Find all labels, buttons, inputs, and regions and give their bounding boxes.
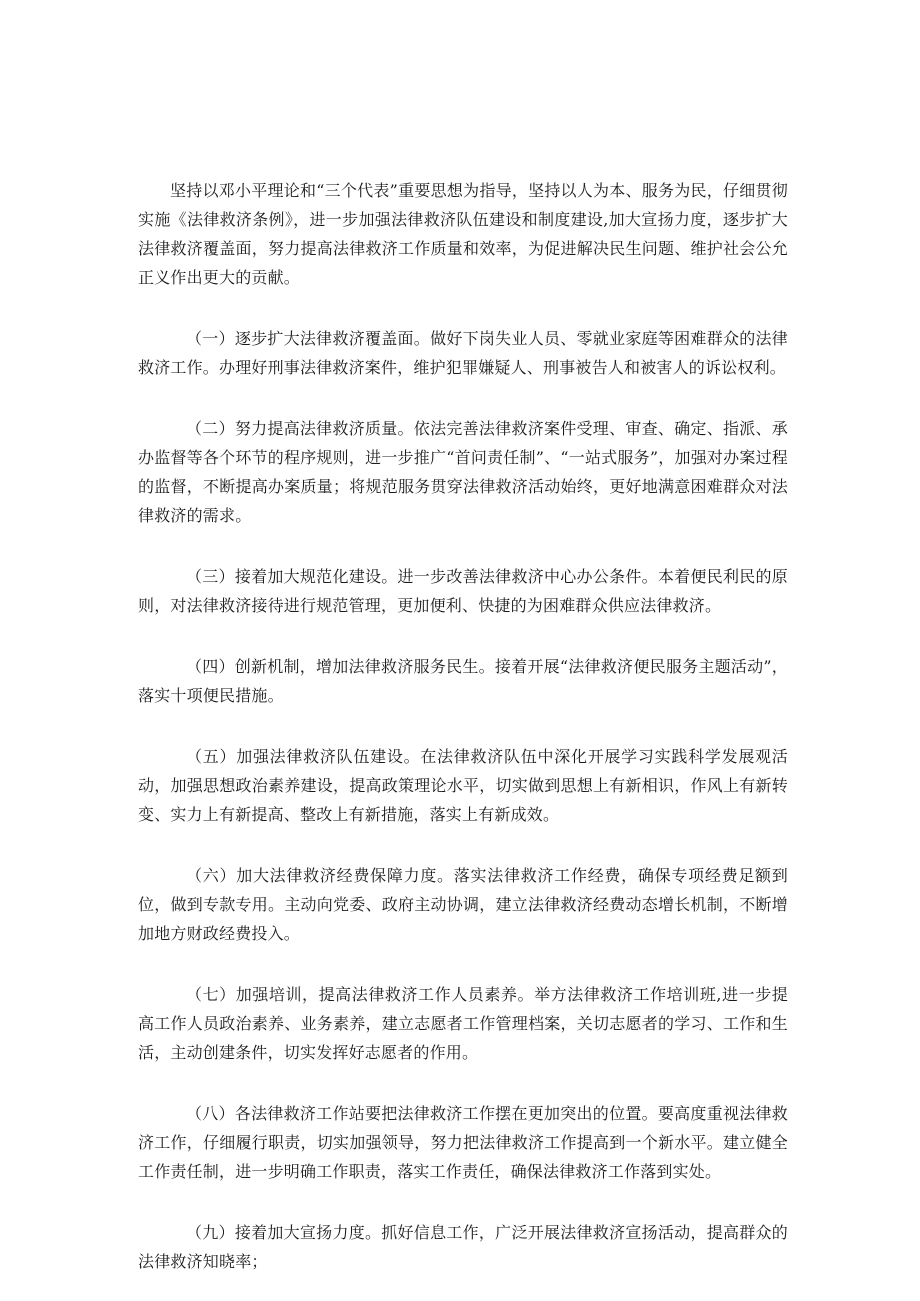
item-paragraph-8: （八）各法律救济工作站要把法律救济工作摆在更加突出的位置。要高度重视法律救济工作，仔细履行职责，切实加强领导，努力把法律救济工作提高到一个新水平。建立健全工作责任制，进一步明确工作职责，落实工作责任，确保法律救济工作落到实处。 [138,1104,788,1181]
item-paragraph-1: （一）逐步扩大法律救济覆盖面。做好下岗失业人员、零就业家庭等困难群众的法律救济工作。办理好刑事法律救济案件，维护犯罪嫌疑人、刑事被告人和被害人的诉讼权利。 [138,329,788,377]
item-paragraph-7: （七）加强培训，提高法律救济工作人员素养。举方法律救济工作培训班,进一步提高工作人员政治素养、业务素养，建立志愿者工作管理档案，关切志愿者的学习、工作和生活，主动创建条件，切实发挥好志愿者的作用。 [138,985,788,1062]
item-paragraph-5: （五）加强法律救济队伍建设。在法律救济队伍中深化开展学习实践科学发展观活动，加强思想政治素养建设，提高政策理论水平，切实做到思想上有新相识，作风上有新转变、实力上有新提高、整改上有新措施，落实上有新成效。 [138,747,788,824]
item-paragraph-3: （三）接着加大规范化建设。进一步改善法律救济中心办公条件。本着便民利民的原则，对法律救济接待进行规范管理，更加便利、快捷的为困难群众供应法律救济。 [138,567,788,615]
document-body [138,176,788,1276]
item-paragraph-6: （六）加大法律救济经费保障力度。落实法律救济工作经费，确保专项经费足额到位，做到专款专用。主动向党委、政府主动协调，建立法律救济经费动态增长机制，不断增加地方财政经费投入。 [138,866,788,943]
item-paragraph-9: （九）接着加大宣扬力度。抓好信息工作，广泛开展法律救济宣扬活动，提高群众的法律救济知晓率； [138,1223,788,1271]
item-paragraph-4: （四）创新机制，增加法律救济服务民生。接着开展“法律救济便民服务主题活动”，落实十项便民措施。 [138,657,788,705]
intro-paragraph: 坚持以邓小平理论和“三个代表”重要思想为指导，坚持以人为本、服务为民，仔细贯彻实施《法律救济条例》，进一步加强法律救济队伍建设和制度建设,加大宣扬力度，逐步扩大法律救济覆盖面，努力提高法律救济工作质量和效率，为促进解决民生问题、维护社会公允正义作出更大的贡献。 [138,181,788,287]
item-paragraph-2: （二）努力提高法律救济质量。依法完善法律救济案件受理、审查、确定、指派、承办监督等各个环节的程序规则，进一步推广“首问责任制”、“一站式服务”，加强对办案过程的监督，不断提高办案质量；将规范服务贯穿法律救济活动始终，更好地满意困难群众对法律救济的需求。 [138,419,788,525]
